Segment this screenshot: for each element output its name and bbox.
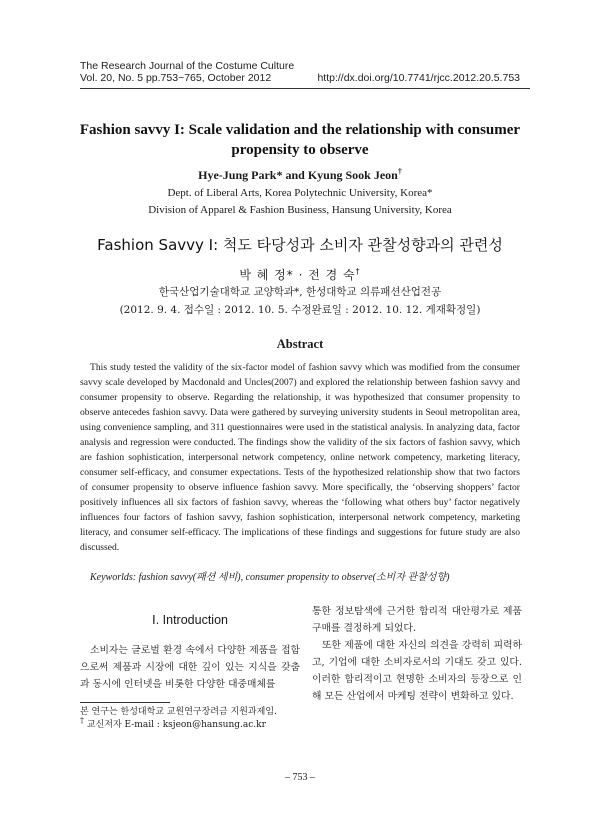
footnote-mark: † (80, 716, 84, 725)
abstract-heading: Abstract (276, 337, 324, 351)
footnotes (80, 706, 277, 732)
footnote-divider (80, 702, 170, 703)
footnote-corresponding (80, 716, 277, 732)
submission-dates: (2012. 9. 4. 접수일 : 2012. 10. 5. 수정완료일 : 2012. 10. 12. 게재확정일) (119, 304, 481, 316)
affiliation-en-2: Division of Apparel & Fashion Business, Hansung University, Korea (148, 204, 452, 216)
authors-en-names: Hye-Jung Park* and Kyung Sook Jeon (198, 168, 398, 182)
intro-column-right (312, 603, 522, 705)
abstract-text: This study tested the validity of the six-factor model of fashion savvy which was modified from the consumer savvy scale developed by Macdonald and Uncles(2007) and explored the relationship between fashion savvy and consumer propensity to observe. Regarding the relationship, it was hypothesized that consumer propensity to observe antecedes fashion savvy. Data were gathered by surveying university students in Seoul metropolitan area, using convenience sampling, and 311 questionnaires were used in the statistical analysis. In analyzing data, factor analysis and regression were conducted. The findings show the validity of the six factors of fashion savvy, which are fashion sophistication, interpersonal network competency, online network competency, marketing literacy, consumer self-efficacy, and consumer expectations. Tests of the hypothesized relationship show that two factors of consumer propensity to observe influence fashion savvy. More specifically, the ‘observing shoppers’ factor positively influences all six factors of fashion savvy, whereas the ‘following what others buy’ factor negatively influences four factors of fashion savvy, fashion sophistication, interpersonal network competency, marketing literacy, and consumer self-efficacy. The implications of these findings and suggestions for future study are also discussed. (80, 362, 520, 553)
journal-volume: Vol. 20, No. 5 pp.753~765, October 2012 (80, 72, 272, 84)
corresponding-author-mark-ko: † (355, 267, 361, 276)
affiliation-ko: 한국산업기술대학교 교양학과*, 한성대학교 의류패션산업전공 (158, 286, 442, 298)
intro-paragraph-left: 소비자는 글로벌 환경 속에서 다양한 제품을 접함으로써 제품과 시장에 대한 깊이 있는 지식을 갖춤과 동시에 인터넷을 비롯한 다양한 대중매체를 (80, 645, 300, 690)
authors-ko-names: 박 혜 정* · 전 경 숙 (239, 268, 356, 282)
authors-en (60, 168, 540, 183)
section-heading-introduction: Ⅰ. Introduction (152, 613, 228, 627)
footnote-email: 교신저자 E-mail : ksjeon@hansung.ac.kr (86, 720, 266, 730)
journal-header (80, 60, 294, 84)
intro-paragraph-right-2: 또한 제품에 대한 자신의 의견을 강력히 피력하고, 기업에 대한 소비자로서의 기대도 갖고 있다. 이러한 합리적이고 현명한 소비자의 등장으로 인해 모든 산업에서 마케팅 전략이 변화하고 있다. (312, 640, 522, 702)
paper-title-en: Fashion savvy I: Scale validation and the relationship with consumer propensity to observe (79, 122, 521, 158)
intro-paragraph-right-1: 통한 정보탐색에 근거한 합리적 대안평가로 제품구매를 결정하게 되었다. (312, 606, 522, 634)
doi-link[interactable]: http://dx.doi.org/10.7741/rjcc.2012.20.5.753 (317, 72, 520, 84)
footnote-funding: 본 연구는 한성대학교 교원연구장려금 지원과제임. (80, 707, 277, 717)
affiliation-en-1: Dept. of Liberal Arts, Korea Polytechnic University, Korea* (167, 187, 433, 199)
corresponding-author-mark: † (397, 167, 402, 176)
journal-name: The Research Journal of the Costume Culture (80, 60, 295, 72)
keywords: Keyworlds: fashion savvy(패션 세비), consumer propensity to observe(소비자 관찰성향) (90, 572, 450, 583)
paper-title-ko: Fashion Savvy I: 척도 타당성과 소비자 관찰성향과의 관련성 (97, 236, 503, 254)
authors-ko (60, 266, 540, 283)
header-divider (80, 88, 530, 89)
page-number: – 753 – (285, 772, 315, 783)
